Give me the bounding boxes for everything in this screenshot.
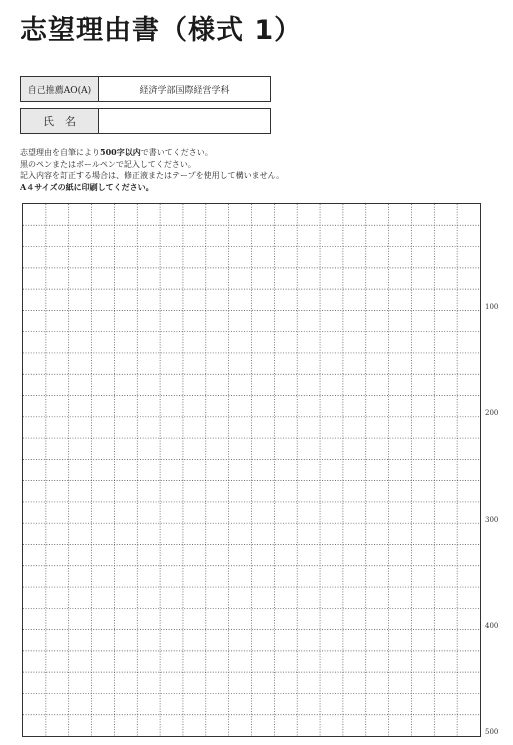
instruction-line: 志望理由を自筆により500字以内で書いてください。 (20, 147, 213, 157)
name-label: 氏 名 (21, 109, 99, 134)
manuscript-grid[interactable] (22, 203, 481, 737)
char-count-marker-200: 200 (485, 409, 499, 417)
department-value: 経済学部国際経営学科 (99, 77, 271, 102)
grid-lines (23, 204, 480, 736)
char-count-marker-400: 400 (485, 622, 499, 630)
instruction-line: 記入内容を訂正する場合は、修正液またはテープを使用して構いません。 (20, 171, 285, 180)
applicant-info-table (20, 76, 271, 134)
instruction-line: A４サイズの紙に印刷してください。 (20, 181, 154, 192)
name-field[interactable] (99, 109, 271, 134)
char-count-marker-300: 300 (485, 516, 499, 524)
char-count-marker-100: 100 (485, 303, 499, 311)
admission-category-label: 自己推薦AO(A) (21, 77, 99, 102)
char-count-marker-500: 500 (485, 728, 499, 736)
page-title: 志望理由書（様式 1） (20, 15, 303, 46)
instruction-line: 黒のペンまたはボールペンで記入してください。 (20, 159, 196, 169)
instructions (20, 147, 284, 193)
